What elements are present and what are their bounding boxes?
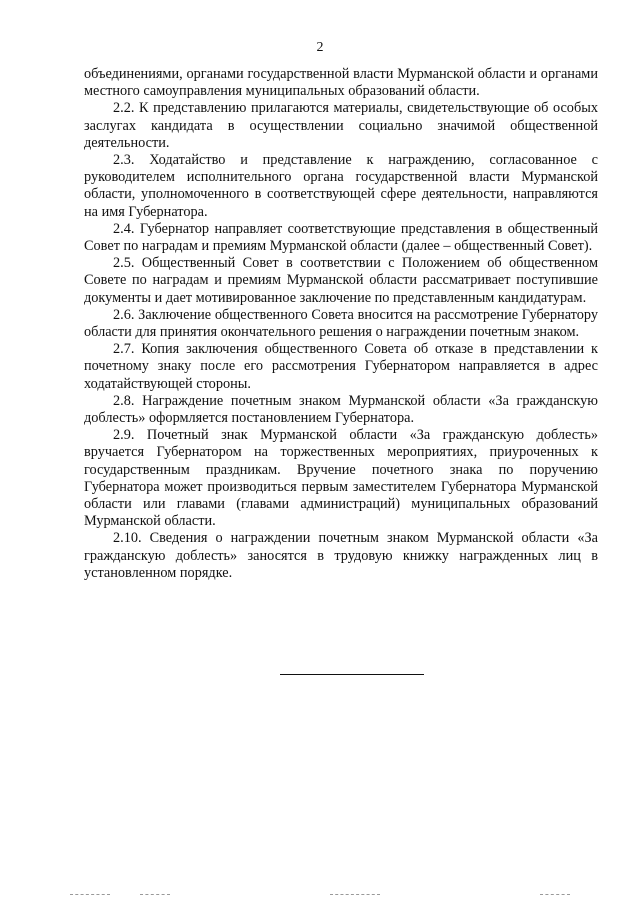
page-number: 2: [316, 40, 324, 55]
scan-mark: [70, 894, 110, 895]
paragraph-2-6: 2.6. Заключение общественного Совета вносится на рассмотрение Губернатору области для принятия окончательного решения о награждении почетным знаком.: [84, 306, 598, 341]
paragraph-2-10: 2.10. Сведения о награждении почетным знаком Мурманской области «За гражданскую доблесть» заносятся в трудовую книжку награжденных лиц в установленном порядке.: [84, 530, 598, 581]
paragraph-2-9: 2.9. Почетный знак Мурманской области «За гражданскую доблесть» вручается Губернатором на торжественных мероприятиях, приуроченных к государственным праздникам. Вручение почетного знака по поручению Губернатора может производиться первым заместителем Губернатора Мурманской области или главами (главами администраций) муниципальных образований Мурманской области.: [84, 427, 598, 530]
scan-mark: [140, 894, 170, 895]
paragraph-2-7: 2.7. Копия заключения общественного Совета об отказе в представлении к почетному знаку после его рассмотрения Губернатором направляется в адрес ходатайствующей стороны.: [84, 341, 598, 392]
paragraph-2-5: 2.5. Общественный Совет в соответствии с Положением об общественном Совете по наградам и премиям Мурманской области рассматривает поступившие документы и дает мотивированное заключение по представленным кандидатурам.: [84, 255, 598, 306]
paragraph-2-8: 2.8. Награждение почетным знаком Мурманской области «За гражданскую доблесть» оформляется постановлением Губернатора.: [84, 392, 598, 427]
paragraph-continuation: объединениями, органами государственной власти Мурманской области и органами местного самоуправления муниципальных образований области.: [84, 66, 598, 100]
paragraph-2-3: 2.3. Ходатайство и представление к награждению, согласованное с руководителем исполнительного органа государственной власти Мурманской области, уполномоченного в соответствующей сфере деятельности, направляются на имя Губернатора.: [84, 152, 598, 220]
scan-artifacts: [0, 890, 640, 905]
scan-mark: [330, 894, 380, 895]
paragraph-2-2: 2.2. К представлению прилагаются материалы, свидетельствующие об особых заслугах кандидата в осуществлении социально значимой общественной деятельности.: [84, 100, 598, 151]
scan-mark: [540, 894, 570, 895]
document-body: [84, 66, 598, 582]
end-separator-line: [280, 674, 424, 675]
paragraph-2-4: 2.4. Губернатор направляет соответствующие представления в общественный Совет по наградам и премиям Мурманской области (далее – общественный Совет).: [84, 220, 598, 255]
